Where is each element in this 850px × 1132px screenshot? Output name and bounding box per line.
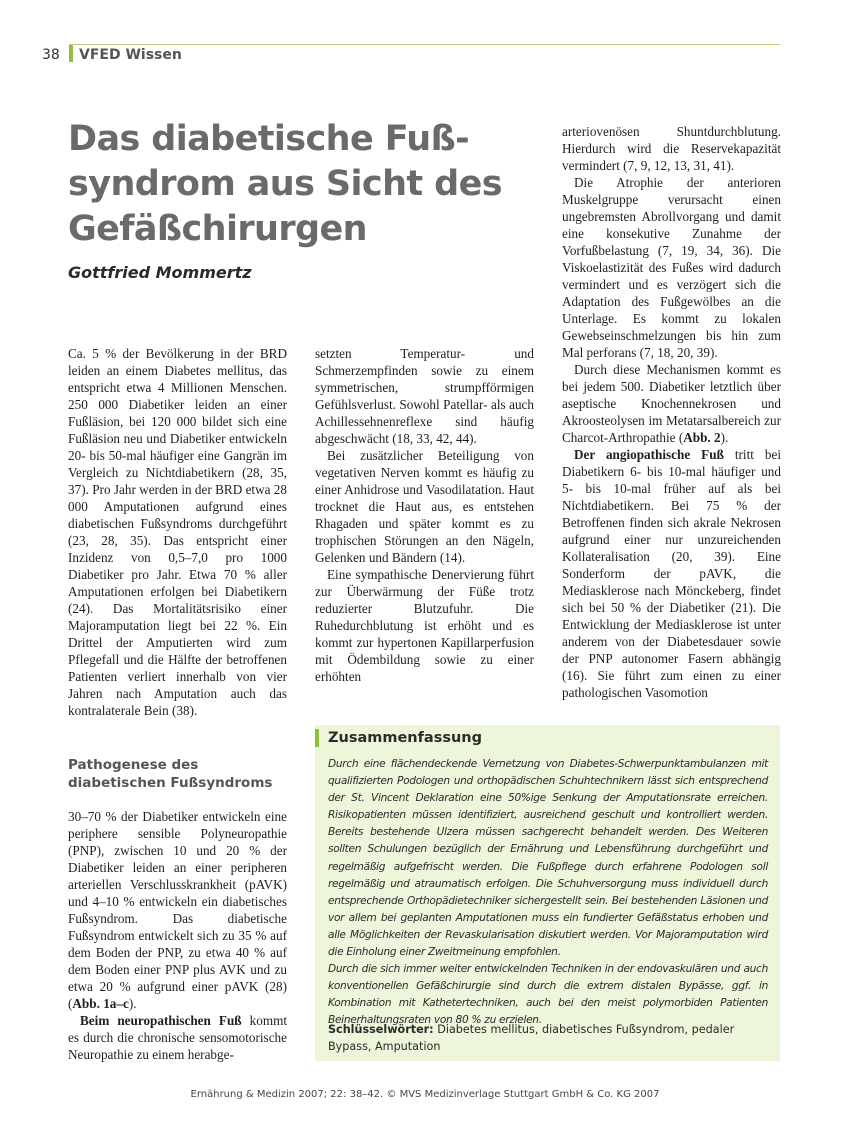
body-column-2: [315, 345, 534, 685]
page-footer: Ernährung & Medizin 2007; 22: 38–42. © MVS Medizinverlage Stuttgart GmbH & Co. KG 2007: [190, 1089, 660, 1100]
paragraph: Der angiopathische Fuß tritt bei Diabetikern 6- bis 10-mal häufiger und 5- bis 10-mal früher auf als bei Nichtdiabetikern. Bei 75 % der Betroffenen finden sich akrale Nekrosen aufgrund einer nur unzureichenden Kollateralisation (20, 39). Eine Sonderform der pAVK, die Mediasklerose nach Mönckeberg, findet sich bei 50 % der Diabetiker (21). Die Entwicklung der Mediasklerose ist unter anderem von der Diabetesdauer sowie der PNP autonomer Fasern abhängig (16). Sie führt zum einen zu einer pathologischen Vasomotion: [562, 447, 781, 700]
page-header: [0, 0, 850, 70]
figure-reference[interactable]: Abb. 2: [683, 430, 721, 445]
keywords-label: Schlüsselwörter:: [328, 1023, 434, 1036]
summary-text: [328, 756, 768, 1030]
paragraph: Bei zusätzlicher Beteiligung von vegetativen Nerven kommt es häufig zu einer Anhidrose und Vasodilatation. Haut trocknet die Haut aus, es entstehen Rhagaden und später kommt es zu trophischen Störungen an den Nägeln, Gelenken und Bändern (14).: [315, 448, 534, 565]
summary-box: [315, 725, 780, 1061]
paragraph: Beim neuropathischen Fuß kommt es durch die chronische sensomotorische Neuropathie zu einem herabge-: [68, 1013, 287, 1062]
keywords: [328, 1021, 768, 1055]
summary-heading: Zusammenfassung: [328, 730, 483, 746]
body-column-3: [562, 123, 781, 701]
section-label: VFED Wissen: [79, 47, 182, 63]
page-number: 38: [42, 47, 60, 63]
body-column-1-lower: [68, 808, 287, 1063]
article-author: Gottfried Mommertz: [68, 263, 252, 282]
paragraph: Die Atrophie der anterioren Muskelgruppe verursacht einen ungebremsten Abrollvorgang und damit eine konsekutive Zunahme der Vorfußbelastung (7, 19, 34, 36). Die Viskoelastizität des Fußes wird dadurch vermindert und es verzögert sich die Adaptation des Fußgewölbes an die Unterlage. Es kommt zu lokalen Gewebseinschmelzungen bis hin zum Mal perforans (7, 18, 20, 39).: [562, 175, 781, 360]
paragraph: 30–70 % der Diabetiker entwickeln eine periphere sensible Polyneuropathie (PNP), zwischen 10 und 20 % der Diabetiker leiden an einer peripheren arteriellen Verschlusskrankheit (pAVK) und 4–10 % entwickeln ein diabetisches Fußsyndrom. Das diabetische Fußsyndrom entwickelt sich zu 35 % auf dem Boden der PNP, zu etwa 40 % auf dem Boden einer PNP plus AVK und zu etwa 20 % aufgrund einer pAVK (28) (Abb. 1a–c).: [68, 809, 287, 1011]
paragraph: arteriovenösen Shuntdurchblutung. Hierdurch wird die Reservekapazität vermindert (7, 9, 12, 13, 31, 41).: [562, 124, 781, 173]
paragraph: Eine sympathische Denervierung führt zur Überwärmung der Füße trotz reduzierter Blutzufuhr. Die Ruhedurchblutung ist erhöht und es kommt zur hypertonen Kapillarperfusion mit Ödembildung sowie zu einer erhöhten: [315, 567, 534, 684]
body-column-1: [68, 345, 287, 719]
paragraph: Durch diese Mechanismen kommt es bei jedem 500. Diabetiker letztlich über aseptische Knochennekrosen und Akroosteolysen im Metatarsalbereich zur Charcot-Arthropathie (Abb. 2).: [562, 362, 781, 445]
paragraph: Ca. 5 % der Bevölkerung in der BRD leiden an einem Diabetes mellitus, das entspricht etwa 4 Millionen Menschen. 250 000 Diabetiker leiden an einer Fußläsion, bei 120 000 bildet sich eine Fußläsion neu und Diabetiker entwickeln 20- bis 50-mal häufiger eine Gangrän im Vergleich zu Nichtdiabetikern (28, 35, 37). Pro Jahr werden in der BRD etwa 28 000 Amputationen aufgrund eines diabetischen Fußsyndroms durchgeführt (23, 28, 35). Das entspricht einer Inzidenz von 0,5–7,0 pro 1000 Diabetiker pro Jahr. Etwa 70 % aller Amputationen erfolgen bei Diabetikern (24). Das Mortalitätsrisiko einer Majoramputation liegt bei 22 %. Ein Drittel der Amputierten wird zum Pflegefall und die Hälfte der betroffenen Patienten verliert innerhalb von vier Jahren nach Amputation auch das kontralaterale Bein (38).: [68, 346, 287, 718]
keywords-list: Diabetes mellitus, diabetisches Fußsyndrom, pedaler Bypass, Amputation: [328, 1023, 735, 1053]
paragraph: setzten Temperatur- und Schmerzempfinden sowie zu einem symmetrischen, strumpfförmigen Gefühlsverlust. Sowohl Patellar- als auch Achillessehnenreflexe sind häufig abgeschwächt (18, 33, 42, 44).: [315, 346, 534, 446]
header-accent-bar: [69, 45, 73, 62]
section-heading: Pathogenese des diabetischen Fußsyndroms: [68, 757, 273, 791]
summary-paragraph: Durch eine flächendeckende Vernetzung von Diabetes-Schwerpunktambulanzen mit qualifizierten Podologen und orthopädischen Schuhtechnikern lässt sich entsprechend der St. Vincent Deklaration eine 50%ige Senkung der Amputationsrate erreichen. Risikopatienten müssen identifiziert, ausreichend geschult und kontrolliert werden. Bereits bestehende Ulzera müssen sachgerecht behandelt werden. Des Weiteren sollten Schulungen bezüglich der Ernährung und Lebensführung durchgeführt und regelmäßig aufgefrischt werden. Die Fußpflege durch erfahrene Podologen soll regelmäßig und atraumatisch erfolgen. Die Schuhversorgung muss individuell durch entsprechende Orthopädietechniker sichergestellt sein. Bei bestehenden Läsionen und vor allem bei geplanten Amputationen muss ein fundierter Gefäßstatus erhoben und alle Möglichkeiten der Revaskularisation diskutiert werden. Vor Majoramputation wird die Einholung einer Zweitmeinung empfohlen.: [328, 758, 768, 959]
figure-reference[interactable]: Abb. 1a–c: [72, 996, 129, 1011]
summary-paragraph: Durch die sich immer weiter entwickelnden Techniken in der endovaskulären und auch konventionellen Gefäßchirurgie sind durch die extrem distalen Bypässe, ggf. in Kombination mit Kathetertechniken, auch bei den meist polymorbiden Patienten Beinerhaltungsraten von 80 % zu erzielen.: [328, 963, 768, 1027]
summary-accent-bar: [315, 729, 319, 747]
article-title: Das diabetische Fuß-syndrom aus Sicht des Gefäßchirurgen: [68, 119, 502, 249]
header-rule: [69, 44, 780, 45]
